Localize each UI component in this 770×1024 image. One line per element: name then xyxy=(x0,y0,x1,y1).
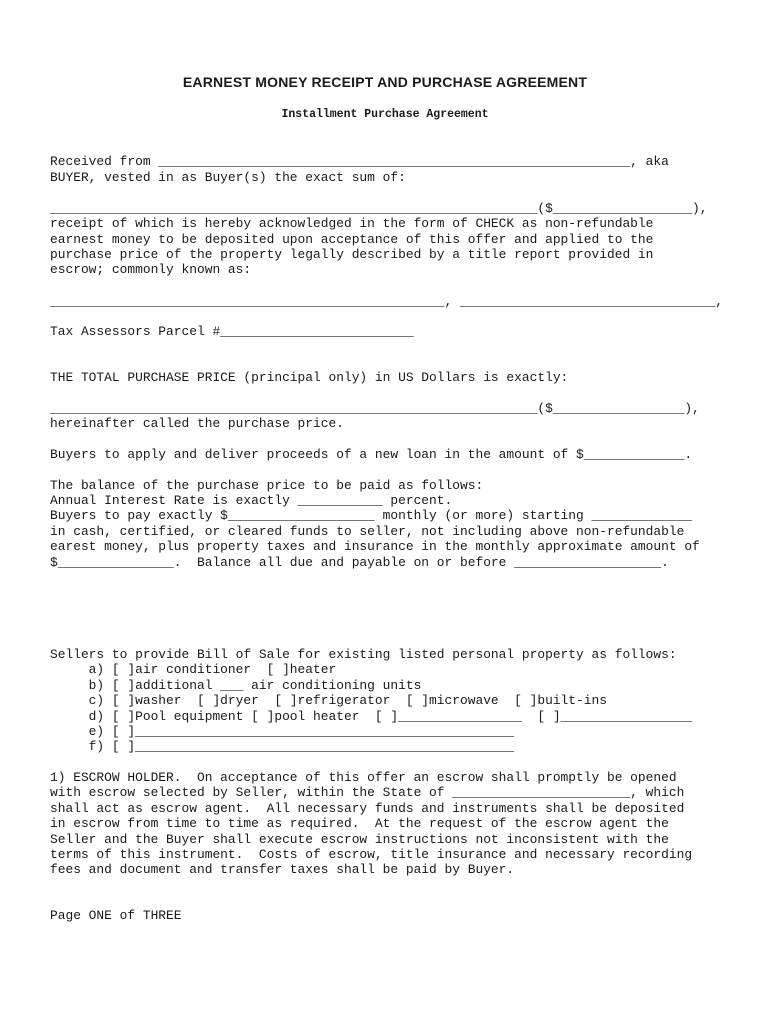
property-item-c: c) [ ]washer [ ]dryer [ ]refrigerator [ ]microwave [ ]built-ins xyxy=(50,693,607,708)
receipt-text-line: escrow; commonly known as: xyxy=(50,262,252,277)
property-item-f: f) [ ]_________________________________________________ xyxy=(50,739,515,754)
escrow-text-line: Seller and the Buyer shall execute escrow instructions not inconsistent with the xyxy=(50,832,669,847)
escrow-text-line: in escrow from time to time as required. At the request of the escrow agent the xyxy=(50,816,669,831)
total-price-text: hereinafter called the purchase price. xyxy=(50,416,344,431)
balance-due-line: $_______________. Balance all due and payable on or before ___________________. xyxy=(50,555,669,570)
receipt-text-line: earnest money to be deposited upon acceptance of this offer and applied to the xyxy=(50,232,654,247)
property-item-d: d) [ ]Pool equipment [ ]pool heater [ ]________________ [ ]_________________ xyxy=(50,709,693,724)
property-item-e: e) [ ]_________________________________________________ xyxy=(50,724,515,739)
received-from-line: Received from _____________________________________________________________, aka xyxy=(50,154,669,169)
property-item-a: a) [ ]air conditioner [ ]heater xyxy=(50,662,337,677)
escrow-text-line: shall act as escrow agent. All necessary funds and instruments shall be deposited xyxy=(50,801,685,816)
total-price-heading: THE TOTAL PURCHASE PRICE (principal only) in US Dollars is exactly: xyxy=(50,370,569,385)
new-loan-line: Buyers to apply and deliver proceeds of a new loan in the amount of $_____________. xyxy=(50,447,693,462)
earnest-sum-line: _______________________________________________________________($__________________), xyxy=(50,201,708,216)
escrow-text-line: terms of this instrument. Costs of escrow, title insurance and necessary recording xyxy=(50,847,693,862)
total-price-line: _______________________________________________________________($_________________), xyxy=(50,401,700,416)
balance-text-line: earest money, plus property taxes and insurance in the monthly approximate amount of xyxy=(50,539,700,554)
property-address-line: ___________________________________________________, _________________________________, xyxy=(50,294,724,309)
buyer-vested-line: BUYER, vested in as Buyer(s) the exact sum of: xyxy=(50,170,406,185)
document-subtitle: Installment Purchase Agreement xyxy=(281,108,489,121)
receipt-text-line: purchase price of the property legally described by a title report provided in xyxy=(50,247,654,262)
interest-rate-line: Annual Interest Rate is exactly ___________ percent. xyxy=(50,493,453,508)
balance-text-line: in cash, certified, or cleared funds to seller, not including above non-refundable xyxy=(50,524,685,539)
document-title: EARNEST MONEY RECEIPT AND PURCHASE AGREEMENT xyxy=(182,74,588,90)
bill-of-sale-heading: Sellers to provide Bill of Sale for existing listed personal property as follows: xyxy=(50,647,677,662)
escrow-text-line: fees and document and transfer taxes shall be paid by Buyer. xyxy=(50,862,515,877)
escrow-holder-line: 1) ESCROW HOLDER. On acceptance of this offer an escrow shall promptly be opened xyxy=(50,770,677,785)
receipt-text-line: receipt of which is hereby acknowledged in the form of CHECK as non-refundable xyxy=(50,216,654,231)
monthly-payment-line: Buyers to pay exactly $___________________ monthly (or more) starting _____________ xyxy=(50,508,693,523)
property-item-b: b) [ ]additional ___ air conditioning units xyxy=(50,678,422,693)
balance-heading: The balance of the purchase price to be paid as follows: xyxy=(50,478,484,493)
escrow-text-line: with escrow selected by Seller, within the State of _______________________, which xyxy=(50,785,685,800)
parcel-number-line: Tax Assessors Parcel #_________________________ xyxy=(50,324,414,339)
page-number: Page ONE of THREE xyxy=(50,908,182,923)
